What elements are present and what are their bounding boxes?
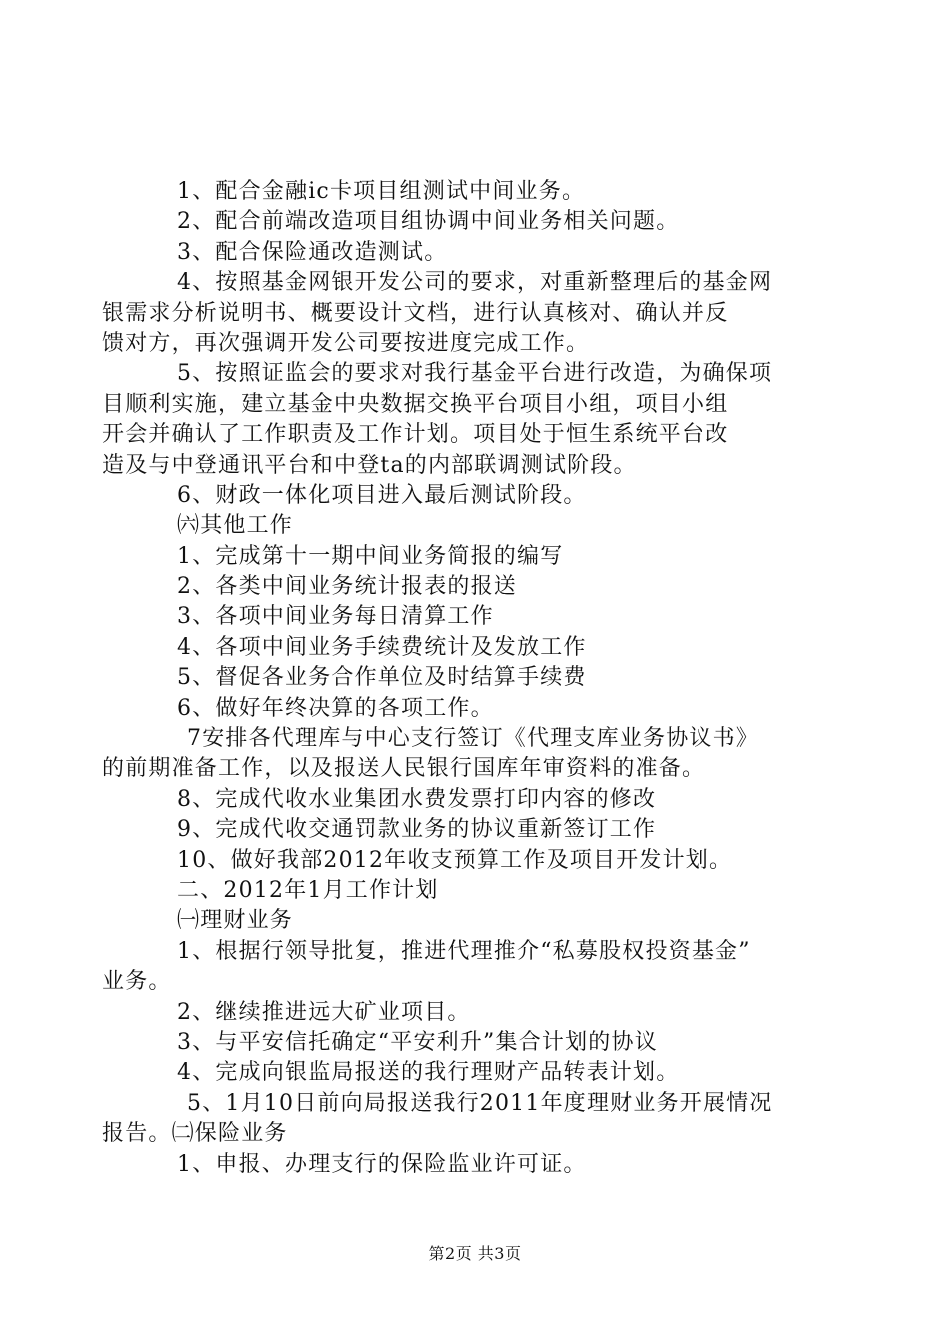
paragraph-line: 造及与中登通讯平台和中登ta的内部联调测试阶段。 bbox=[102, 452, 637, 478]
paragraph-line: 1、配合金融ic卡项目组测试中间业务。 bbox=[177, 179, 586, 204]
paragraph-line: 1、根据行领导批复，推进代理推介“私募股权投资基金” bbox=[177, 938, 751, 964]
page-number-footer: 第2页 共3页 bbox=[428, 1244, 522, 1263]
section-heading: ㈥其他工作 bbox=[177, 513, 294, 539]
paragraph-line: 4、按照基金网银开发公司的要求，对重新整理后的基金网 bbox=[177, 270, 773, 296]
document-body bbox=[102, 177, 830, 1180]
paragraph-line: 4、各项中间业务手续费统计及发放工作 bbox=[177, 634, 587, 660]
section-heading: ㈠理财业务 bbox=[177, 908, 294, 934]
paragraph-line: 6、财政一体化项目进入最后测试阶段。 bbox=[177, 482, 587, 508]
paragraph-line: 9、完成代收交通罚款业务的协议重新签订工作 bbox=[177, 817, 657, 843]
paragraph-line: 3、配合保险通改造测试。 bbox=[177, 239, 448, 265]
paragraph-line: 2、继续推进远大矿业项目。 bbox=[177, 999, 471, 1025]
paragraph-line: 2、配合前端改造项目组协调中间业务相关问题。 bbox=[177, 209, 680, 235]
paragraph-line: 5、督促各业务合作单位及时结算手续费 bbox=[177, 665, 587, 691]
paragraph-line: 开会并确认了工作职责及工作计划。项目处于恒生系统平台改 bbox=[102, 422, 729, 448]
paragraph-line: 报告。㈡保险业务 bbox=[102, 1121, 288, 1147]
paragraph-line: 3、与平安信托确定“平安利升”集合计划的协议 bbox=[177, 1029, 658, 1055]
paragraph-line: 1、完成第十一期中间业务简报的编写 bbox=[177, 543, 564, 569]
paragraph-line: 银需求分析说明书、概要设计文档，进行认真核对、确认并反 bbox=[102, 300, 729, 326]
paragraph-line: 7安排各代理库与中心支行签订《代理支库业务协议书》 bbox=[187, 726, 759, 752]
paragraph-line: 2、各类中间业务统计报表的报送 bbox=[177, 574, 517, 600]
paragraph-line: 的前期准备工作，以及报送人民银行国库年审资料的准备。 bbox=[102, 756, 706, 782]
paragraph-line: 目顺利实施，建立基金中央数据交换平台项目小组，项目小组 bbox=[102, 391, 729, 417]
paragraph-line: 1、申报、办理支行的保险监业许可证。 bbox=[177, 1151, 587, 1177]
paragraph-line: 8、完成代收水业集团水费发票打印内容的修改 bbox=[177, 786, 657, 812]
paragraph-line: 业务。 bbox=[102, 969, 172, 995]
paragraph-line: 馈对方，再次强调开发公司要按进度完成工作。 bbox=[102, 330, 590, 356]
section-heading: 二、2012年1月工作计划 bbox=[177, 877, 439, 903]
paragraph-line: 5、1月10日前向局报送我行2011年度理财业务开展情况 bbox=[187, 1090, 773, 1116]
paragraph-line: 4、完成向银监局报送的我行理财产品转表计划。 bbox=[177, 1060, 680, 1086]
paragraph-line: 5、按照证监会的要求对我行基金平台进行改造，为确保项 bbox=[177, 361, 773, 387]
paragraph-line: 10、做好我部2012年收支预算工作及项目开发计划。 bbox=[177, 847, 733, 873]
paragraph-line: 3、各项中间业务每日清算工作 bbox=[177, 604, 494, 630]
paragraph-line: 6、做好年终决算的各项工作。 bbox=[177, 695, 494, 721]
